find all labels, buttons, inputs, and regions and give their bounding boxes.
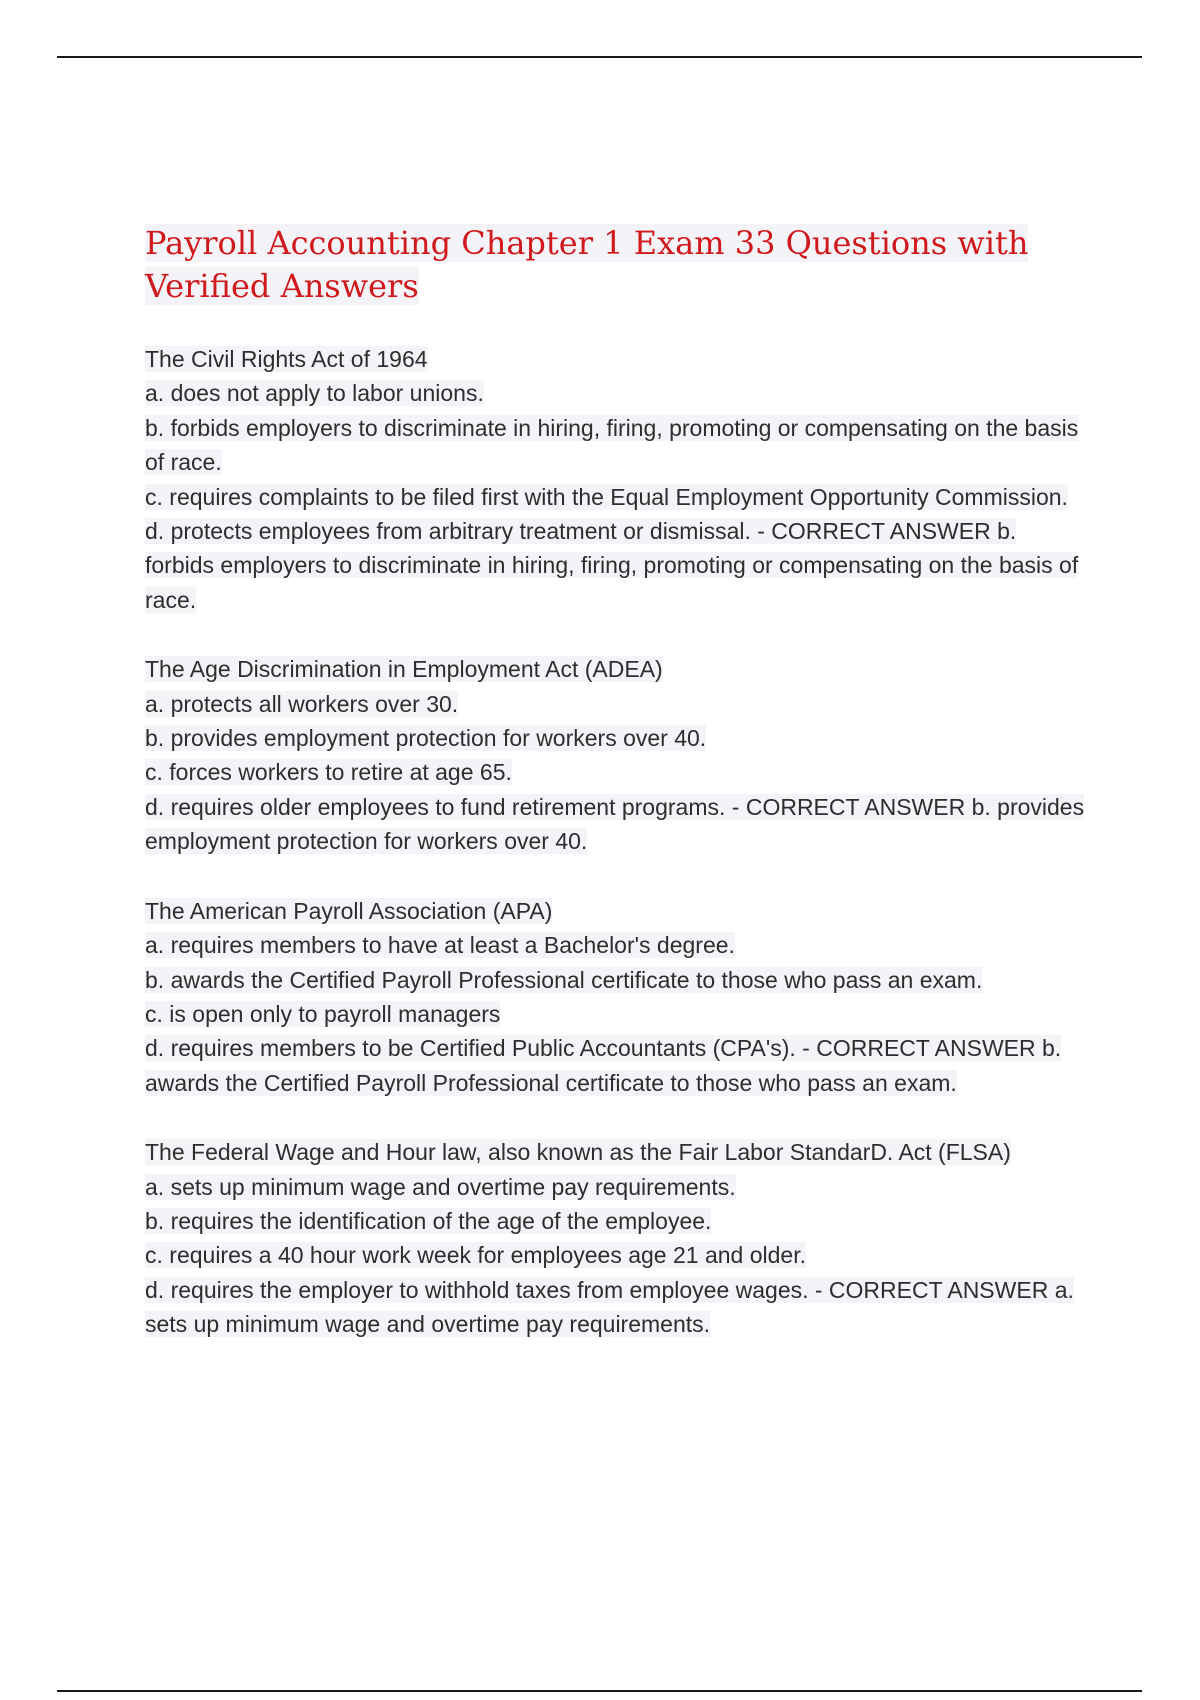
answer-option: c. requires a 40 hour work week for employees age 21 and older. xyxy=(145,1242,806,1269)
document-body xyxy=(145,222,1085,1377)
question-stem: The Civil Rights Act of 1964 xyxy=(145,346,428,372)
answer-option: a. does not apply to labor unions. xyxy=(145,380,484,407)
answer-option-with-correct-answer: d. requires members to be Certified Public Accountants (CPA's). - CORRECT ANSWER b. awards the Certified Payroll Professional certificate to those who pass an exam. xyxy=(145,1035,1062,1096)
question-stem: The American Payroll Association (APA) xyxy=(145,897,553,924)
question-stem: The Federal Wage and Hour law, also known as the Fair Labor StandarD. Act (FLSA) xyxy=(145,1139,1011,1166)
answer-option: a. protects all workers over 30. xyxy=(145,690,459,717)
answer-option: b. requires the identification of the age of the employee. xyxy=(145,1207,712,1234)
document-title-text: Payroll Accounting Chapter 1 Exam 33 Questions with Verified Answers xyxy=(145,224,1029,305)
answer-option: b. forbids employers to discriminate in hiring, firing, promoting or compensating on the basis of race. xyxy=(145,414,1079,476)
answer-option: b. provides employment protection for workers over 40. xyxy=(145,725,707,752)
answer-option: a. sets up minimum wage and overtime pay requirements. xyxy=(145,1173,736,1200)
question-stem: The Age Discrimination in Employment Act (ADEA) xyxy=(145,656,663,683)
footer-rule xyxy=(57,1690,1142,1692)
question-3 xyxy=(145,894,1085,1100)
question-4 xyxy=(145,1135,1085,1341)
answer-option: b. awards the Certified Payroll Professional certificate to those who pass an exam. xyxy=(145,966,983,993)
question-1 xyxy=(145,342,1085,617)
answer-option: c. forces workers to retire at age 65. xyxy=(145,759,512,786)
answer-option: c. requires complaints to be filed first with the Equal Employment Opportunity Commission. xyxy=(145,483,1068,510)
answer-option: c. is open only to payroll managers xyxy=(145,1000,501,1027)
answer-option-with-correct-answer: d. protects employees from arbitrary treatment or dismissal. - CORRECT ANSWER b. forbids employers to discriminate in hiring, firing, promoting or compensating on the basis of race. xyxy=(145,518,1079,613)
question-2 xyxy=(145,652,1085,858)
answer-option-with-correct-answer: d. requires the employer to withhold taxes from employee wages. - CORRECT ANSWER a. sets up minimum wage and overtime pay requirements. xyxy=(145,1276,1074,1338)
document-title xyxy=(145,222,1085,308)
answer-option-with-correct-answer: d. requires older employees to fund retirement programs. - CORRECT ANSWER b. provides employment protection for workers over 40. xyxy=(145,793,1085,855)
answer-option: a. requires members to have at least a Bachelor's degree. xyxy=(145,932,735,959)
header-rule xyxy=(57,56,1142,58)
